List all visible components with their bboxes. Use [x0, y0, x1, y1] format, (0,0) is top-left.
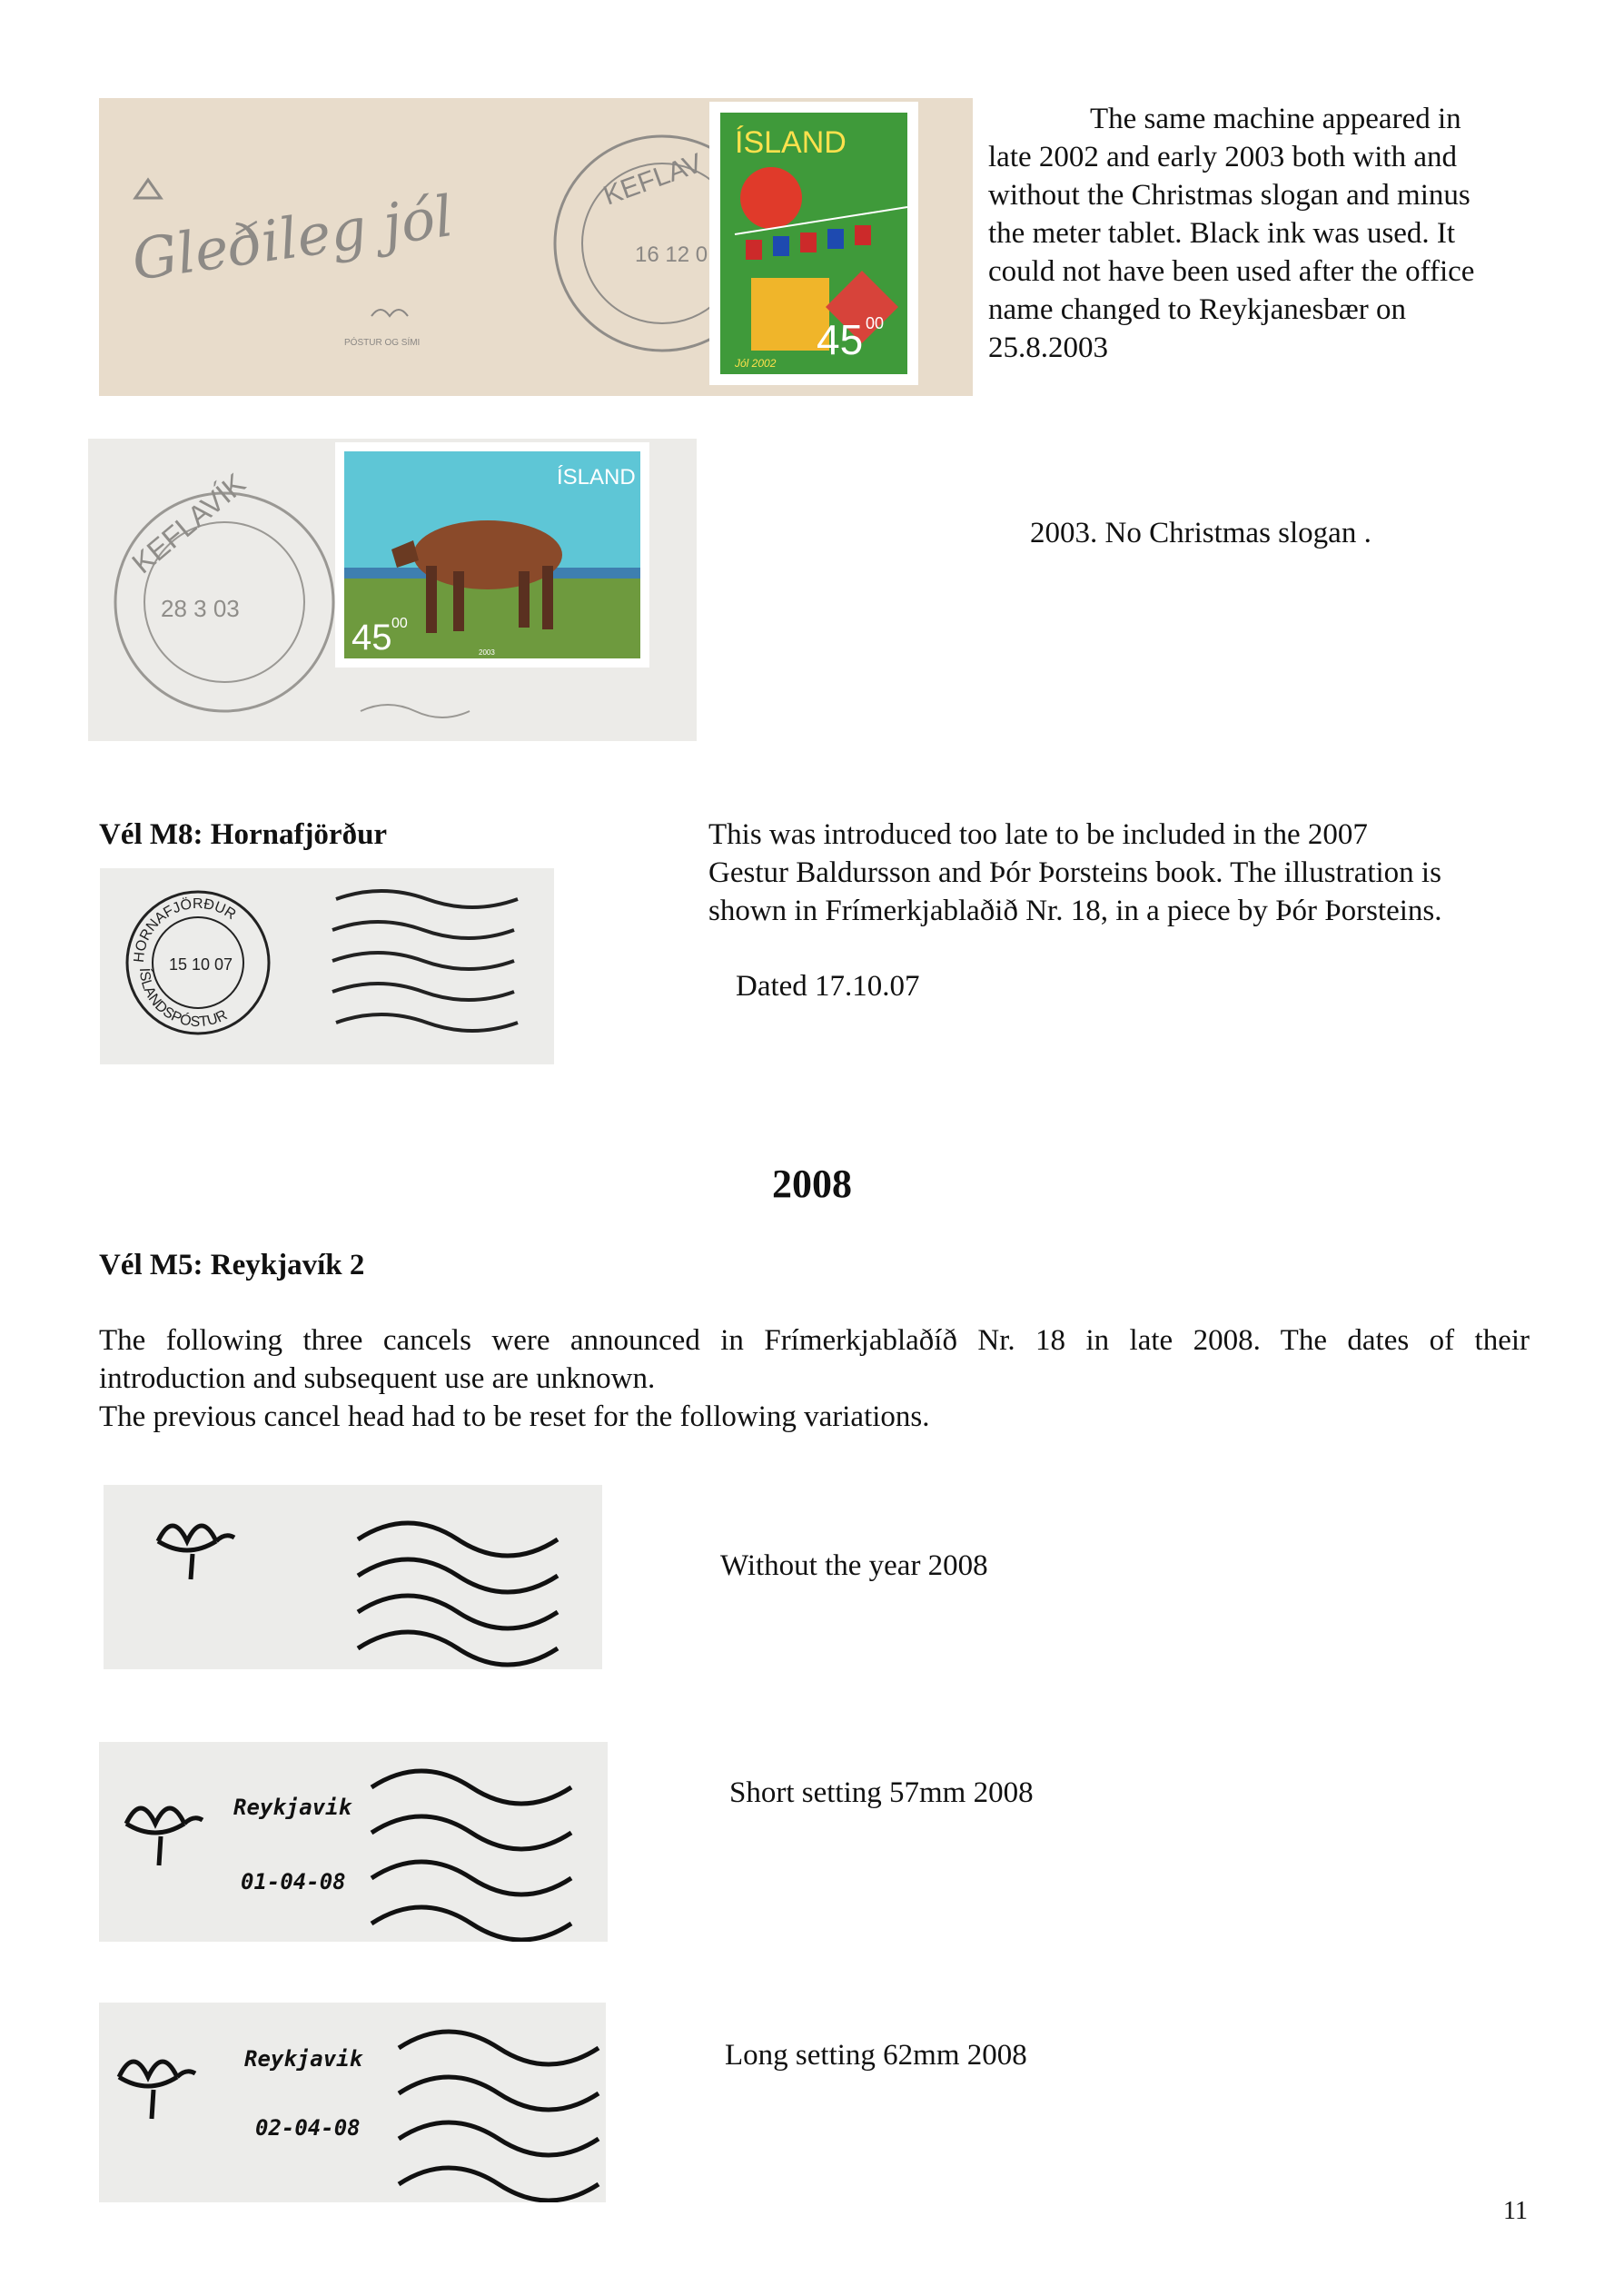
text-line: without the Christmas slogan and minus — [988, 179, 1471, 212]
text-line: could not have been used after the office — [988, 255, 1475, 288]
text-line: Gestur Baldursson and Þór Þorsteins book. The illustration is — [708, 856, 1441, 889]
svg-text:KEFLAVÍK: KEFLAVÍK — [125, 466, 252, 580]
text-line: The same machine appeared in — [1090, 103, 1461, 135]
svg-text:45: 45 — [352, 618, 392, 658]
text-line: name changed to Reykjanesbær on — [988, 293, 1407, 326]
christmas-slogan-cover-image — [99, 98, 973, 396]
no-slogan-caption: 2003. No Christmas slogan . — [1030, 517, 1371, 549]
year-heading: 2008 — [772, 1162, 852, 1206]
svg-text:PÓSTUR OG SÍMI: PÓSTUR OG SÍMI — [344, 338, 421, 348]
svg-text:Reykjavik: Reykjavik — [244, 2046, 363, 2072]
svg-text:45: 45 — [817, 316, 864, 363]
page-number: 11 — [1503, 2197, 1528, 2225]
no-slogan-cover-image — [88, 439, 697, 741]
section3-paragraph — [99, 1321, 1530, 1436]
text-line: late 2002 and early 2003 both with and — [988, 141, 1457, 173]
svg-text:ÍSLAND: ÍSLAND — [557, 465, 636, 490]
svg-text:2003: 2003 — [479, 648, 495, 657]
cancel-caption: Long setting 62mm 2008 — [725, 2039, 1027, 2072]
section1-paragraph — [988, 100, 1570, 367]
cancel-caption: Short setting 57mm 2008 — [729, 1776, 1034, 1809]
svg-text:02-04-08: 02-04-08 — [255, 2115, 361, 2141]
cancel-long-setting-image — [99, 2003, 606, 2202]
cancel-short-setting-image — [99, 1742, 608, 1942]
svg-text:00: 00 — [866, 314, 885, 332]
text-line: This was introduced too late to be included in the 2007 — [708, 818, 1368, 851]
text-line: the meter tablet. Black ink was used. It — [988, 217, 1456, 250]
svg-text:ÍSLANDSPÓSTUR: ÍSLANDSPÓSTUR — [135, 967, 231, 1031]
svg-text:15 10 07: 15 10 07 — [169, 955, 233, 974]
cancel-without-year-image — [104, 1485, 602, 1669]
hornafjordur-cancel-image — [100, 868, 554, 1064]
svg-text:28 3 03: 28 3 03 — [161, 595, 240, 622]
text-line: 25.8.2003 — [988, 331, 1108, 364]
dated-caption: Dated 17.10.07 — [736, 970, 920, 1003]
slogan-text: Gleðileg jól — [127, 183, 458, 293]
svg-text:KEFLAV: KEFLAV — [599, 147, 707, 212]
svg-text:ÍSLAND: ÍSLAND — [735, 125, 847, 160]
section3-heading: Vél M5: Reykjavík 2 — [99, 1249, 365, 1281]
svg-text:00: 00 — [391, 616, 408, 631]
text-line: introduction and subsequent use are unknown. — [99, 1362, 656, 1395]
svg-text:16 12 0: 16 12 0 — [635, 242, 708, 267]
text-line: The following three cancels were announced in Frímerkjablaðíð Nr. 18 in late 2008. The dates of their — [99, 1324, 1530, 1357]
svg-text:HORNAFJÖRÐUR: HORNAFJÖRÐUR — [131, 895, 239, 964]
section2-paragraph — [708, 816, 1544, 930]
svg-text:Reykjavik: Reykjavik — [233, 1795, 352, 1820]
svg-text:Jól 2002: Jól 2002 — [735, 357, 777, 370]
section2-heading: Vél M8: Hornafjörður — [99, 818, 388, 851]
cancel-caption: Without the year 2008 — [720, 1549, 988, 1582]
text-line: The previous cancel head had to be reset for the following variations. — [99, 1400, 930, 1433]
text-line: shown in Frímerkjablaðið Nr. 18, in a piece by Þór Þorsteins. — [708, 895, 1442, 927]
svg-text:01-04-08: 01-04-08 — [241, 1869, 346, 1894]
